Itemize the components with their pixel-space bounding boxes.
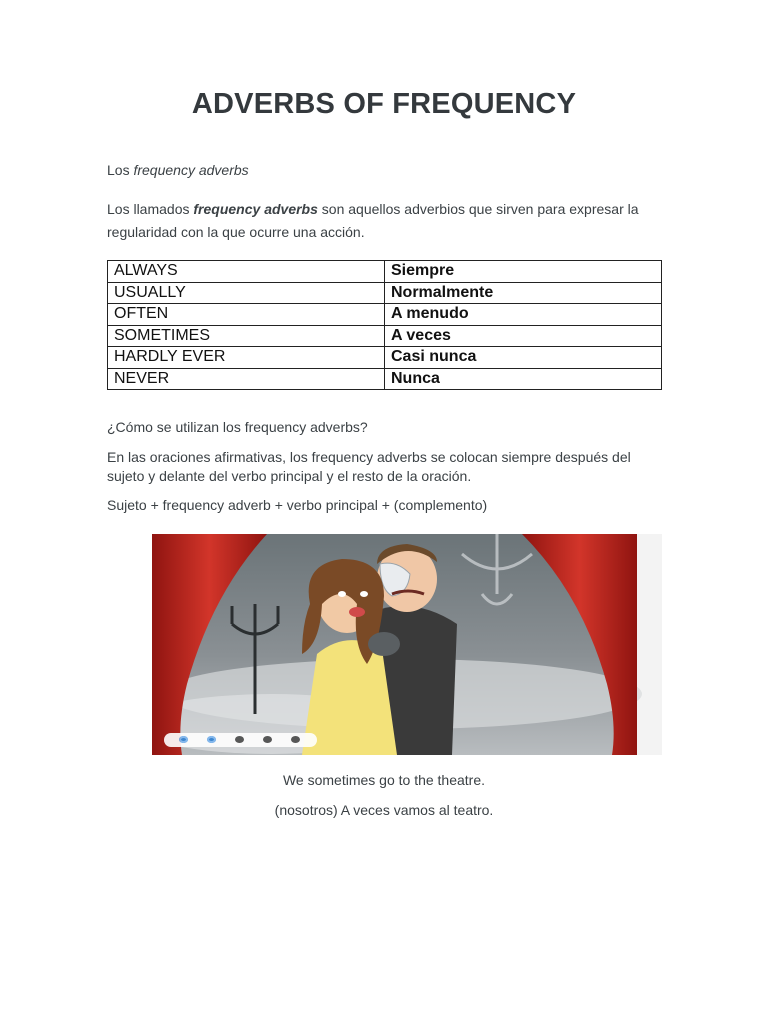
adverb-english: ALWAYS — [108, 261, 385, 283]
adverb-spanish: Normalmente — [385, 282, 662, 304]
table-row — [108, 325, 662, 347]
adverb-spanish: Siempre — [385, 261, 662, 283]
carousel-dot-2[interactable] — [207, 736, 216, 743]
adverb-english: OFTEN — [108, 304, 385, 326]
subtitle-italic: frequency adverbs — [133, 162, 249, 178]
carousel-dot-1[interactable] — [179, 736, 188, 743]
table-row — [108, 304, 662, 326]
table-row — [108, 347, 662, 369]
subtitle-line — [107, 159, 667, 182]
intro-bold: frequency adverbs — [193, 201, 318, 217]
adverb-spanish: Nunca — [385, 368, 662, 390]
adverb-spanish: A menudo — [385, 304, 662, 326]
adverb-english: NEVER — [108, 368, 385, 390]
intro-paragraph — [107, 198, 667, 244]
intro-rest: son aquellos adverbios que sirven para expresar la regularidad con la que ocurre una acción. — [107, 201, 639, 240]
table-row — [108, 282, 662, 304]
adverb-spanish: A veces — [385, 325, 662, 347]
carousel-dot-5[interactable] — [291, 736, 300, 743]
adverb-english: HARDLY EVER — [108, 347, 385, 369]
intro-prefix: Los llamados — [107, 201, 194, 217]
adverb-english: SOMETIMES — [108, 325, 385, 347]
usage-explanation: En las oraciones afirmativas, los frequency adverbs se colocan siempre después del sujeto y delante del verbo principal y el resto de la oración. — [107, 449, 631, 484]
carousel-pagination — [164, 733, 317, 747]
table-row — [108, 261, 662, 283]
carousel-dot-4[interactable] — [263, 736, 272, 743]
carousel-dot-3[interactable] — [235, 736, 244, 743]
subtitle-prefix: Los — [107, 162, 134, 178]
usage-formula: Sujeto + frequency adverb + verbo principal + (complemento) — [107, 497, 488, 513]
illustration-carousel[interactable] — [152, 534, 662, 755]
example-spanish: (nosotros) A veces vamos al teatro. — [274, 802, 494, 818]
adverb-english: USUALLY — [108, 282, 385, 304]
usage-question: ¿Cómo se utilizan los frequency adverbs? — [107, 419, 368, 435]
page-title: ADVERBS OF FREQUENCY — [191, 88, 577, 120]
adverbs-table — [107, 260, 662, 390]
table-row — [108, 368, 662, 390]
adverb-spanish: Casi nunca — [385, 347, 662, 369]
example-english: We sometimes go to the theatre. — [282, 772, 486, 788]
theatre-illustration — [152, 534, 662, 755]
